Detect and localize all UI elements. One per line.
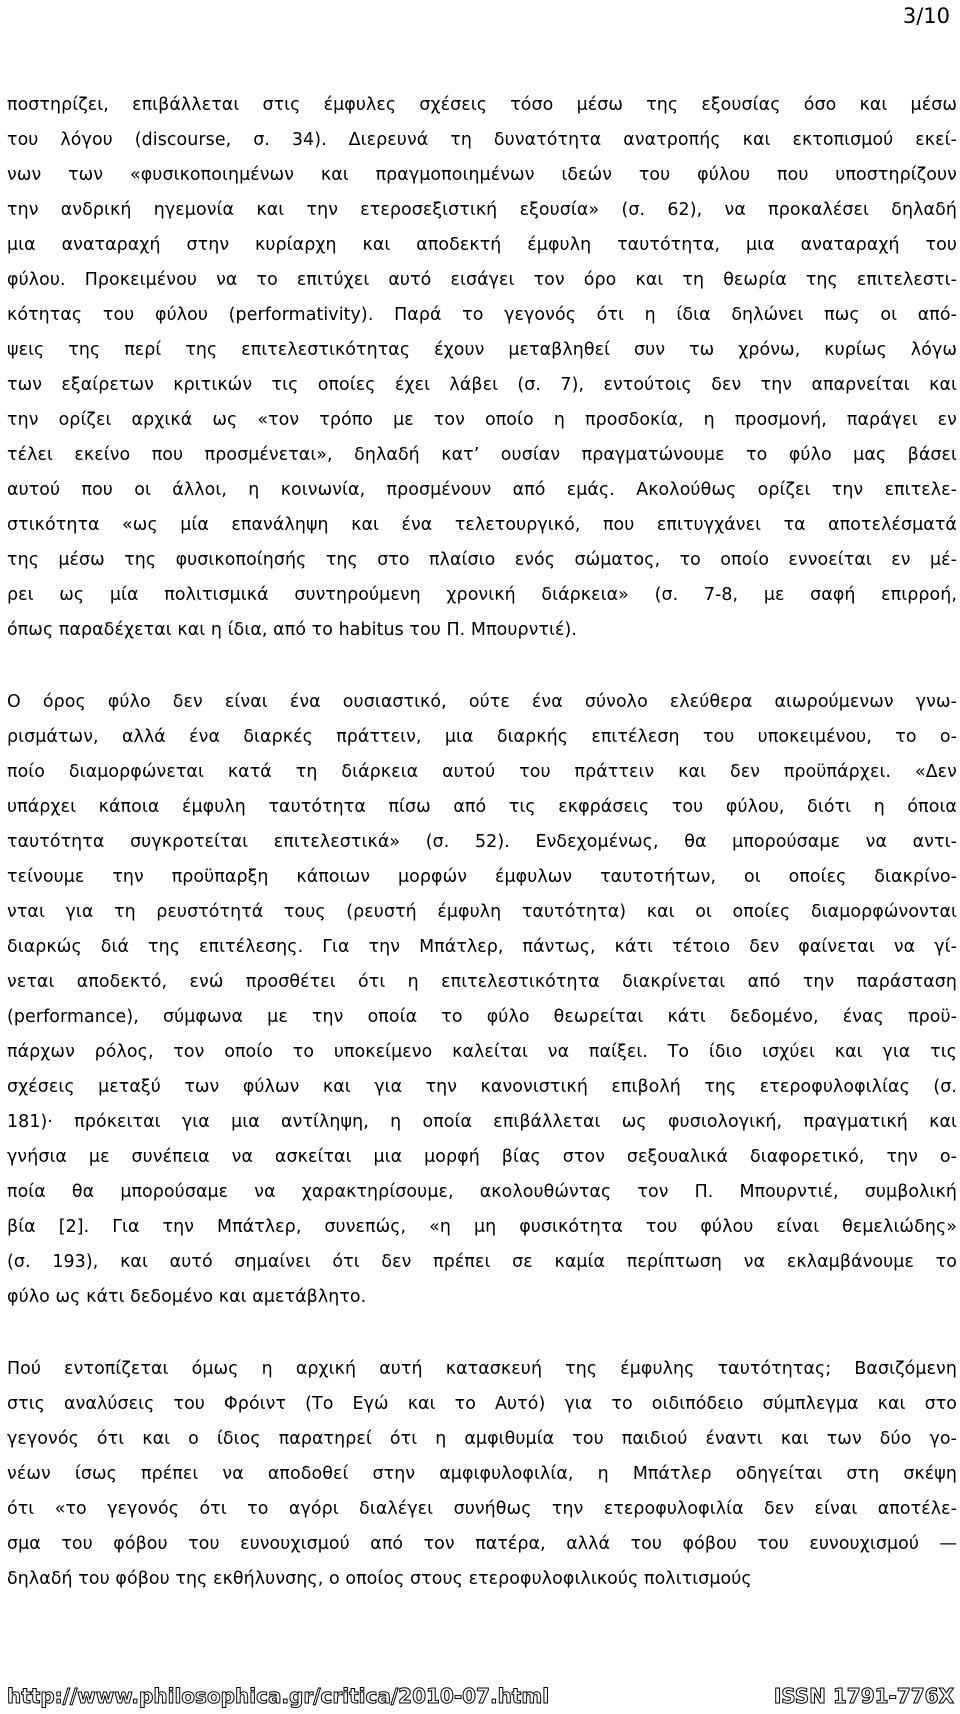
text-line: ρει ως μία πολιτισμικά συντηρούμενη χρονική διάρκεια» (σ. 7-8, με σαφή επιρροή,	[7, 585, 957, 605]
paragraph-1	[7, 88, 957, 648]
text-line: στικότητα «ως μία επανάληψη και ένα τελετουργικό, που επιτυγχάνει τα αποτελέσματά	[7, 515, 957, 535]
text-line: ποστηρίζει, επιβάλλεται στις έμφυλες σχέσεις τόσο μέσω της εξουσίας όσο και μέσω	[7, 95, 957, 115]
text-line: Ο όρος φύλο δεν είναι ένα ουσιαστικό, ούτε ένα σύνολο ελεύθερα αιωρούμενων γνω-	[7, 692, 957, 712]
paragraph-gap	[7, 1315, 957, 1352]
text-line: στις αναλύσεις του Φρόιντ (Το Εγώ και το Αυτό) για το οιδιπόδειο σύμπλεγμα και στο	[7, 1394, 957, 1414]
text-line: γεγονός ότι και ο ίδιος παρατηρεί ότι η αμφιθυμία του παιδιού έναντι και των δύο γο-	[7, 1429, 957, 1449]
text-line: νται για τη ρευστότητά τους (ρευστή έμφυλη ταυτότητα) και οι οποίες διαμορφώνονται	[7, 902, 957, 922]
text-line: ρισμάτων, αλλά ένα διαρκές πράττειν, μια διαρκής επιτέλεση του υποκειμένου, το ο-	[7, 727, 957, 747]
text-line: ποία θα μπορούσαμε να χαρακτηρίσουμε, ακολουθώντας τον Π. Μπουρντιέ, συμβολική	[7, 1182, 957, 1202]
text-line: ότι «το γεγονός ότι το αγόρι διαλέγει συνήθως την ετεροφυλοφιλία δεν είναι αποτέλε-	[7, 1499, 957, 1519]
paragraph-3	[7, 1352, 957, 1597]
text-line: γνήσια με συνέπεια να ασκείται μια μορφή βίας στον σεξουαλικά διαφορετικό, την ο-	[7, 1147, 957, 1167]
footer-issn: ISSN 1791-776X	[773, 1684, 954, 1708]
text-line: μια αναταραχή στην κυρίαρχη και αποδεκτή έμφυλη ταυτότητα, μια αναταραχή του	[7, 235, 957, 255]
article-body	[7, 88, 957, 1597]
text-line: σχέσεις μεταξύ των φύλων και για την κανονιστική επιβολή της ετεροφυλοφιλίας (σ.	[7, 1077, 957, 1097]
text-line: (σ. 193), και αυτό σημαίνει ότι δεν πρέπει σε καμία περίπτωση να εκλαμβάνουμε το	[7, 1252, 957, 1272]
text-line: όπως παραδέχεται και η ίδια, από το habitus του Π. Μπουρντιέ).	[7, 620, 578, 640]
page-number: 3/10	[902, 4, 950, 28]
text-line: πάρχων ρόλος, τον οποίο το υποκείμενο καλείται να παίξει. Το ίδιο ισχύει και για τις	[7, 1042, 957, 1062]
text-line: Πού εντοπίζεται όμως η αρχική αυτή κατασκευή της έμφυλης ταυτότητας; Βασιζόμενη	[7, 1359, 957, 1379]
text-line: νων των «φυσικοποιημένων και πραγμοποιημένων ιδεών του φύλου που υποστηρίζουν	[7, 165, 957, 185]
text-line: την ορίζει αρχικά ως «τον τρόπο με τον οποίο η προσδοκία, η προσμονή, παράγει εν	[7, 410, 957, 430]
text-line: (performance), σύμφωνα με την οποία το φύλο θεωρείται κάτι δεδομένο, ένας προϋ-	[7, 1007, 957, 1027]
text-line: φύλου. Προκειμένου να το επιτύχει αυτό εισάγει τον όρο και τη θεωρία της επιτελεστι-	[7, 270, 957, 290]
page-footer	[7, 1684, 954, 1708]
text-line: βία [2]. Για την Μπάτλερ, συνεπώς, «η μη φυσικότητα του φύλου είναι θεμελιώδης»	[7, 1217, 957, 1237]
footer-url[interactable]: http://www.philosophica.gr/critica/2010-07.html	[7, 1684, 550, 1708]
text-line: αυτού που οι άλλοι, η κοινωνία, προσμένουν από εμάς. Ακολούθως ορίζει την επιτελε-	[7, 480, 957, 500]
paragraph-gap	[7, 648, 957, 685]
text-line: δηλαδή του φόβου της εκθήλυνσης, ο οποίος στους ετεροφυλοφιλικούς πολιτισμούς	[7, 1569, 752, 1589]
paragraph-2	[7, 685, 957, 1315]
text-line: του λόγου (discourse, σ. 34). Διερευνά τη δυνατότητα ανατροπής και εκτοπισμού εκεί-	[7, 130, 957, 150]
text-line: 181)· πρόκειται για μια αντίληψη, η οποία επιβάλλεται ως φυσιολογική, πραγματική και	[7, 1112, 957, 1132]
text-line: των εξαίρετων κριτικών τις οποίες έχει λάβει (σ. 7), εντούτοις δεν την απαρνείται και	[7, 375, 957, 395]
text-line: διαρκώς διά της επιτέλεσης. Για την Μπάτλερ, πάντως, κάτι τέτοιο δεν φαίνεται να γί-	[7, 937, 957, 957]
text-line: σμα του φόβου του ευνουχισμού από τον πατέρα, αλλά του φόβου του ευνουχισμού —	[7, 1534, 957, 1554]
text-line: τέλει εκείνο που προσμένεται», δηλαδή κατ’ ουσίαν πραγματώνουμε το φύλο μας βάσει	[7, 445, 957, 465]
text-line: υπάρχει κάποια έμφυλη ταυτότητα πίσω από τις εκφράσεις του φύλου, διότι η όποια	[7, 797, 957, 817]
text-line: νέων ίσως πρέπει να αποδοθεί στην αμφιφυλοφιλία, η Μπάτλερ οδηγείται στη σκέψη	[7, 1464, 957, 1484]
text-line: της μέσω της φυσικοποίησής της στο πλαίσιο ενός σώματος, το οποίο εννοείται εν μέ-	[7, 550, 957, 570]
text-line: κότητας του φύλου (performativity). Παρά το γεγονός ότι η ίδια δηλώνει πως οι από-	[7, 305, 957, 325]
text-line: ψεις της περί της επιτελεστικότητας έχουν μεταβληθεί συν τω χρόνω, κυρίως λόγω	[7, 340, 957, 360]
text-line: τείνουμε την προϋπαρξη κάποιων μορφών έμφυλων ταυτοτήτων, οι οποίες διακρίνο-	[7, 867, 957, 887]
text-line: την ανδρική ηγεμονία και την ετεροσεξιστική εξουσία» (σ. 62), να προκαλέσει δηλαδή	[7, 200, 957, 220]
text-line: ταυτότητα συγκροτείται επιτελεστικά» (σ. 52). Ενδεχομένως, θα μπορούσαμε να αντι-	[7, 832, 957, 852]
text-line: ποίο διαμορφώνεται κατά τη διάρκεια αυτού του πράττειν και δεν προϋπάρχει. «Δεν	[7, 762, 957, 782]
text-line: νεται αποδεκτό, ενώ προσθέτει ότι η επιτελεστικότητα διακρίνεται από την παράσταση	[7, 972, 957, 992]
text-line: φύλο ως κάτι δεδομένο και αμετάβλητο.	[7, 1287, 367, 1307]
